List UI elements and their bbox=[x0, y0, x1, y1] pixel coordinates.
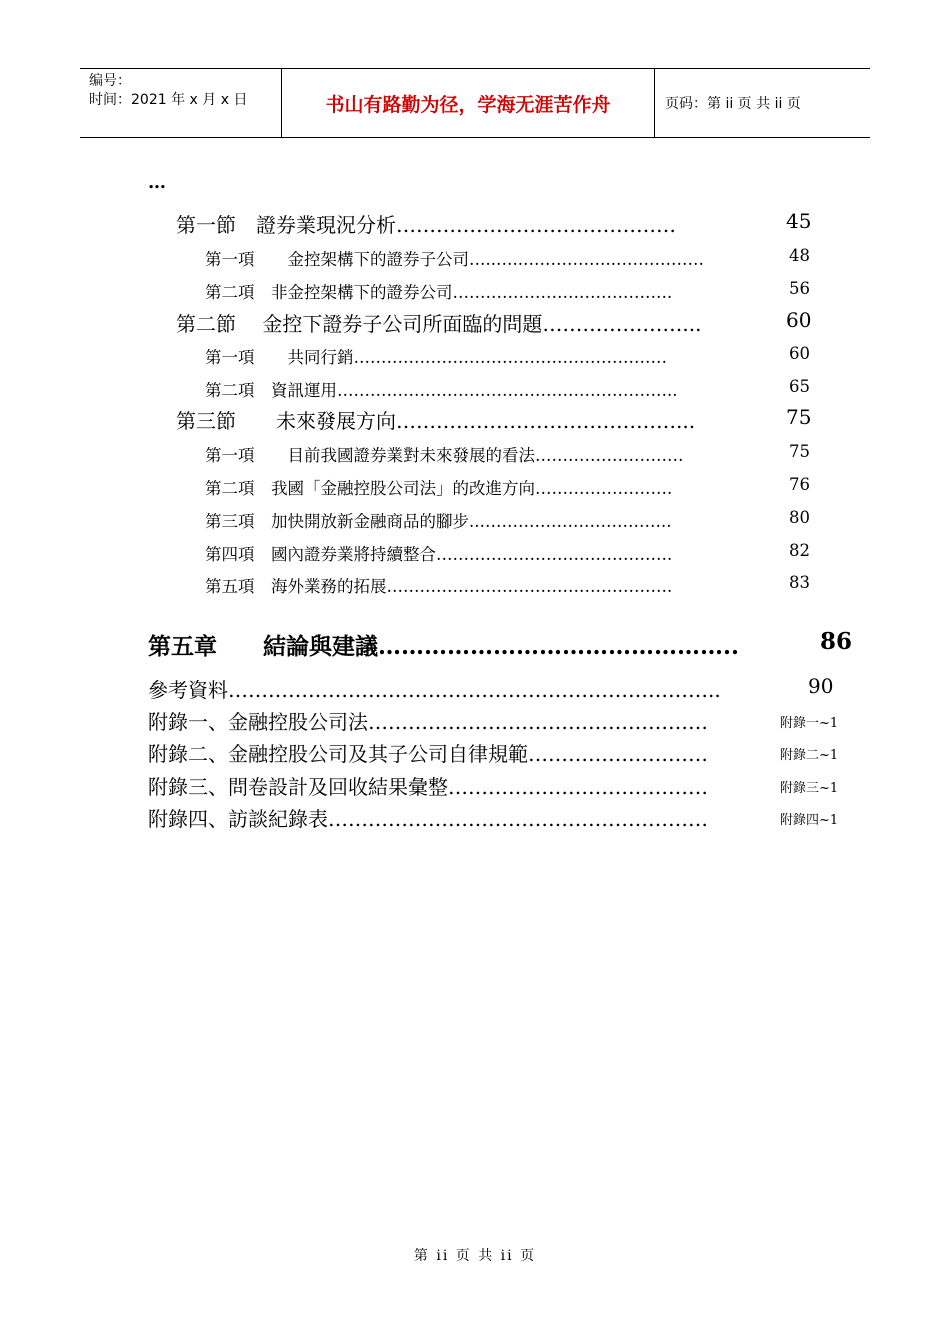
toc-entry-dots: ……………………. bbox=[535, 479, 673, 498]
toc-entry-label: 第五項 海外業務的拓展 bbox=[205, 577, 387, 596]
toc-backmatter-entry bbox=[148, 803, 708, 832]
toc-entry bbox=[205, 246, 704, 270]
toc-chapter-page: 86 bbox=[820, 628, 853, 655]
toc-backmatter-dots: …………………………………………… bbox=[368, 710, 708, 734]
toc-chapter-entry bbox=[148, 628, 739, 661]
toc-backmatter-label: 附錄三、問卷設計及回收結果彙整 bbox=[148, 775, 448, 799]
toc-entry-dots: …………………………………………………….. bbox=[337, 381, 678, 400]
toc-entry-label: 第三項 加快開放新金融商品的腳步 bbox=[205, 512, 469, 531]
toc-backmatter-page: 附錄四~1 bbox=[780, 813, 839, 828]
page-footer: 第 ii 页 共 ii 页 bbox=[413, 1248, 537, 1264]
toc-entry-dots: ……………………………………... bbox=[396, 409, 696, 433]
toc-entry-label: 第二項 資訊運用 bbox=[205, 381, 337, 400]
toc-entry-label: 第三節 未來發展方向 bbox=[176, 409, 396, 433]
toc-entry-page: 60 bbox=[786, 308, 812, 332]
toc-entry bbox=[205, 344, 667, 368]
toc-entry-page: 75 bbox=[786, 405, 812, 429]
toc-entry-page: 82 bbox=[789, 541, 810, 560]
toc-backmatter-label: 參考資料 bbox=[148, 678, 228, 702]
toc-entry-dots: ………………………………………………… bbox=[353, 348, 667, 367]
toc-entry bbox=[176, 209, 676, 238]
toc-entry bbox=[205, 279, 672, 303]
toc-entry-label: 第二項 非金控架構下的證券公司 bbox=[205, 283, 453, 302]
leading-ellipsis: … bbox=[148, 172, 167, 193]
toc-backmatter-label: 附錄二、金融控股公司及其子公司自律規範 bbox=[148, 742, 528, 766]
toc-entry-label: 第一節 證券業現況分析 bbox=[176, 213, 396, 237]
toc-entry-label: 第一項 目前我國證券業對未來發展的看法 bbox=[205, 446, 535, 465]
toc-entry-page: 76 bbox=[789, 475, 810, 494]
toc-backmatter-page: 附錄三~1 bbox=[780, 781, 839, 796]
toc-entry-dots: ..…………………………….. bbox=[469, 512, 672, 531]
toc-entry-dots: …..…..……………..……………. bbox=[469, 250, 704, 269]
toc-entry-label: 第四項 國內證券業將持續整合 bbox=[205, 545, 436, 564]
toc-backmatter-dots: ………………………………… bbox=[448, 775, 708, 799]
page-header bbox=[80, 68, 870, 138]
toc-entry-dots: ……………………… bbox=[535, 446, 684, 465]
toc-entry-dots: …………………………………… bbox=[396, 213, 676, 237]
toc-backmatter-label: 附錄一、金融控股公司法 bbox=[148, 710, 368, 734]
toc-entry-page: 75 bbox=[789, 442, 810, 461]
toc-backmatter-dots: ……………………… bbox=[528, 742, 708, 766]
toc-entry-label: 第二項 我國「金融控股公司法」的改進方向 bbox=[205, 479, 535, 498]
toc-entry-page: 45 bbox=[786, 209, 812, 233]
toc-entry-dots: …………………………………. bbox=[452, 283, 673, 302]
toc-entry-label: 第一項 共同行銷 bbox=[205, 348, 354, 367]
toc-entry-dots: ……………………………………. bbox=[436, 545, 673, 564]
header-time: 时间：2021 年 x 月 x 日 bbox=[89, 92, 248, 108]
toc-entry bbox=[205, 377, 678, 401]
toc-entry-label: 第二節 金控下證券子公司所面臨的問題 bbox=[176, 312, 543, 336]
toc-entry-page: 65 bbox=[789, 377, 810, 396]
toc-entry-page: 56 bbox=[789, 279, 810, 298]
toc-backmatter-entry bbox=[148, 738, 708, 767]
toc-entry-page: 83 bbox=[789, 573, 810, 592]
toc-chapter-dots: ……………………………………….. bbox=[378, 633, 740, 660]
toc-backmatter-entry bbox=[148, 674, 721, 703]
toc-entry-page: 48 bbox=[789, 246, 810, 265]
toc-entry-dots: …………………... bbox=[542, 312, 702, 336]
header-meta bbox=[80, 69, 282, 137]
toc-entry-page: 80 bbox=[789, 508, 810, 527]
toc-entry-dots: ……………………………………………. bbox=[386, 577, 673, 596]
toc-entry-label: 第一項 金控架構下的證券子公司 bbox=[205, 250, 469, 269]
toc-backmatter-page: 90 bbox=[808, 674, 834, 698]
header-page-count: 页码：第 ii 页 共 ii 页 bbox=[665, 96, 801, 112]
header-number: 编号： bbox=[89, 73, 131, 89]
toc-entry bbox=[176, 405, 695, 434]
toc-backmatter-dots: ……………………………………………………………….. bbox=[228, 678, 721, 702]
toc-backmatter-entry bbox=[148, 771, 708, 800]
toc-entry bbox=[205, 541, 672, 565]
toc-entry bbox=[205, 573, 672, 597]
toc-chapter-label: 第五章 結論與建議 bbox=[148, 633, 378, 660]
toc-backmatter-page: 附錄一~1 bbox=[780, 716, 839, 731]
toc-entry bbox=[176, 308, 701, 337]
toc-entry-page: 60 bbox=[789, 344, 810, 363]
toc-entry bbox=[205, 442, 684, 466]
toc-backmatter-dots: ………………………………………………… bbox=[328, 807, 708, 831]
toc-backmatter-label: 附錄四、訪談紀錄表 bbox=[148, 807, 328, 831]
header-motto: 书山有路勤为径，学海无涯苦作舟 bbox=[282, 69, 655, 137]
toc-backmatter-entry bbox=[148, 706, 708, 735]
toc-entry bbox=[205, 475, 672, 499]
toc-backmatter-page: 附錄二~1 bbox=[780, 748, 839, 763]
toc-entry bbox=[205, 508, 671, 532]
